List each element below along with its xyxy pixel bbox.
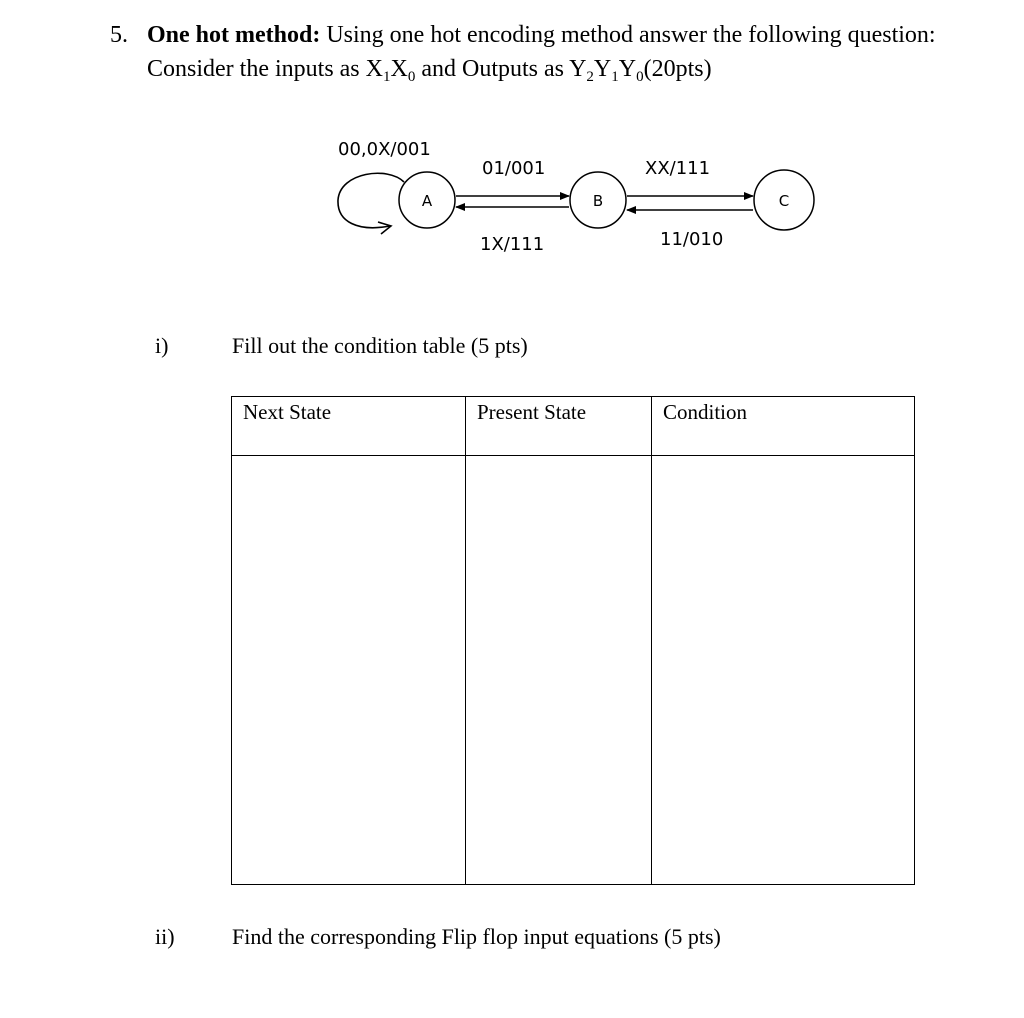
line2-part: and Outputs as Y (415, 56, 587, 82)
line2-part: Consider the inputs as X (147, 56, 383, 82)
state-c-label: C (778, 192, 790, 210)
header-condition: Condition (652, 397, 915, 456)
part-ii-text: Find the corresponding Flip flop input equations (5 pts) (232, 924, 721, 949)
question-number: 5. (110, 22, 128, 48)
subscript: 0 (636, 69, 644, 85)
present-state-cell[interactable] (466, 456, 652, 885)
header-next-state: Next State (232, 397, 466, 456)
line2-part: Y (618, 56, 637, 82)
label-b-to-a: 1X/111 (480, 234, 545, 255)
self-loop-a-label: 00,0X/001 (338, 139, 431, 160)
subscript: 0 (407, 69, 416, 85)
part-ii-number: ii) (155, 924, 175, 949)
label-c-to-b: 11/010 (660, 229, 724, 250)
state-diagram (0, 0, 1024, 300)
header-present-state: Present State (466, 397, 652, 456)
subscript: 1 (382, 69, 391, 85)
table-row (232, 456, 915, 885)
line2-part: (20pts) (643, 56, 712, 82)
label-b-to-c: XX/111 (645, 158, 711, 179)
state-b-label: B (592, 192, 604, 210)
next-state-cell[interactable] (232, 456, 466, 885)
part-i-text: Fill out the condition table (5 pts) (232, 333, 528, 358)
line2-part: Y (593, 56, 612, 82)
line2-part: X (390, 56, 408, 82)
condition-table (231, 396, 915, 885)
label-a-to-b: 01/001 (482, 158, 546, 179)
subscript: 2 (586, 69, 594, 85)
part-i-number: i) (155, 333, 169, 358)
subscript: 1 (611, 69, 619, 85)
question-line-1-text: Using one hot encoding method answer the following question: (320, 22, 936, 48)
condition-cell[interactable] (652, 456, 915, 885)
self-loop-a-arc (338, 173, 404, 227)
question-title: One hot method: (147, 22, 321, 48)
table-header-row (232, 397, 915, 456)
state-a-label: A (421, 192, 433, 210)
